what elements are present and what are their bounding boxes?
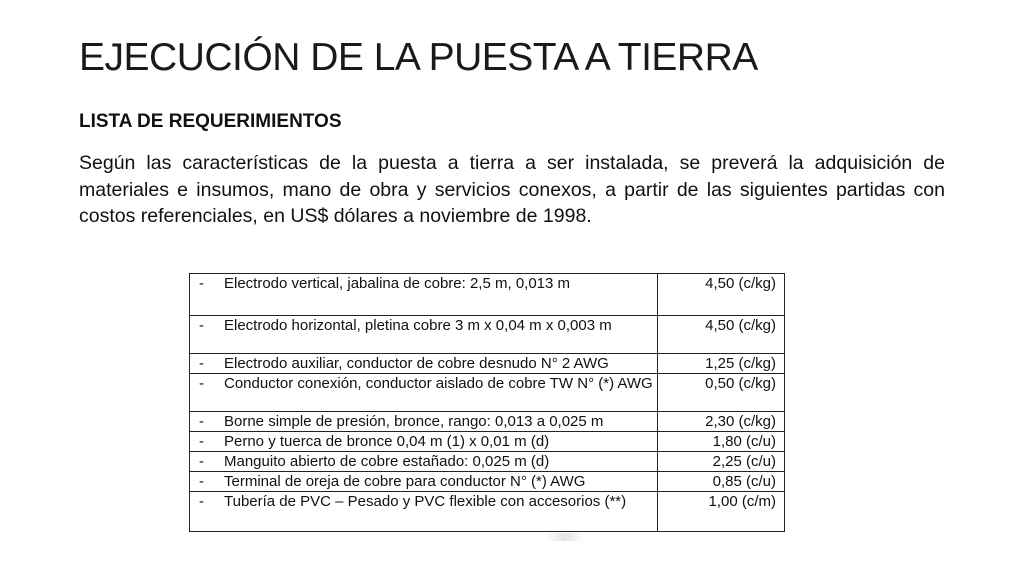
price-cell: 1,00 (c/m)	[658, 492, 785, 532]
bullet-dash: -	[199, 493, 204, 510]
price-cell: 1,80 (c/u)	[658, 432, 785, 452]
item-text: Manguito abierto de cobre estañado: 0,025 m (d)	[224, 453, 550, 470]
item-cell	[190, 472, 658, 492]
bullet-dash: -	[199, 375, 204, 392]
price-cell: 4,50 (c/kg)	[658, 274, 785, 316]
table-row	[190, 354, 785, 374]
table-row	[190, 374, 785, 412]
table-row	[190, 472, 785, 492]
item-cell	[190, 492, 658, 532]
item-cell	[190, 374, 658, 412]
requirements-table	[189, 273, 785, 532]
scan-artifact	[545, 533, 585, 541]
bullet-dash: -	[199, 317, 204, 334]
bullet-dash: -	[199, 355, 204, 372]
item-text: Perno y tuerca de bronce 0,04 m (1) x 0,01 m (d)	[224, 433, 550, 450]
item-text: Tubería de PVC – Pesado y PVC flexible con accesorios (**)	[224, 493, 627, 510]
price-cell: 0,50 (c/kg)	[658, 374, 785, 412]
item-cell	[190, 432, 658, 452]
slide-title: EJECUCIÓN DE LA PUESTA A TIERRA	[79, 36, 758, 79]
item-cell	[190, 274, 658, 316]
section-subtitle: LISTA DE REQUERIMIENTOS	[79, 111, 342, 132]
price-cell: 0,85 (c/u)	[658, 472, 785, 492]
bullet-dash: -	[199, 275, 204, 292]
price-cell: 2,25 (c/u)	[658, 452, 785, 472]
item-cell	[190, 316, 658, 354]
item-cell	[190, 354, 658, 374]
table-row	[190, 492, 785, 532]
item-cell	[190, 452, 658, 472]
bullet-dash: -	[199, 433, 204, 450]
item-text: Electrodo auxiliar, conductor de cobre desnudo N° 2 AWG	[224, 355, 609, 372]
item-cell	[190, 412, 658, 432]
price-cell: 4,50 (c/kg)	[658, 316, 785, 354]
item-text: Electrodo horizontal, pletina cobre 3 m x 0,04 m x 0,003 m	[224, 317, 612, 334]
bullet-dash: -	[199, 453, 204, 470]
item-text: Borne simple de presión, bronce, rango: 0,013 a 0,025 m	[224, 413, 604, 430]
table-row	[190, 412, 785, 432]
table-row	[190, 316, 785, 354]
table-row	[190, 432, 785, 452]
item-text: Conductor conexión, conductor aislado de cobre TW N° (*) AWG	[224, 375, 653, 392]
bullet-dash: -	[199, 413, 204, 430]
price-cell: 1,25 (c/kg)	[658, 354, 785, 374]
table-row	[190, 452, 785, 472]
item-text: Terminal de oreja de cobre para conductor N° (*) AWG	[224, 473, 586, 490]
body-paragraph: Según las características de la puesta a tierra a ser instalada, se preverá la adquisición de materiales e insumos, mano de obra y servicios conexos, a partir de las siguientes partidas con costos referenciales, en US$ dólares a noviembre de 1998.	[79, 152, 945, 227]
item-text: Electrodo vertical, jabalina de cobre: 2,5 m, 0,013 m	[224, 275, 571, 292]
price-cell: 2,30 (c/kg)	[658, 412, 785, 432]
table-row	[190, 274, 785, 316]
bullet-dash: -	[199, 473, 204, 490]
